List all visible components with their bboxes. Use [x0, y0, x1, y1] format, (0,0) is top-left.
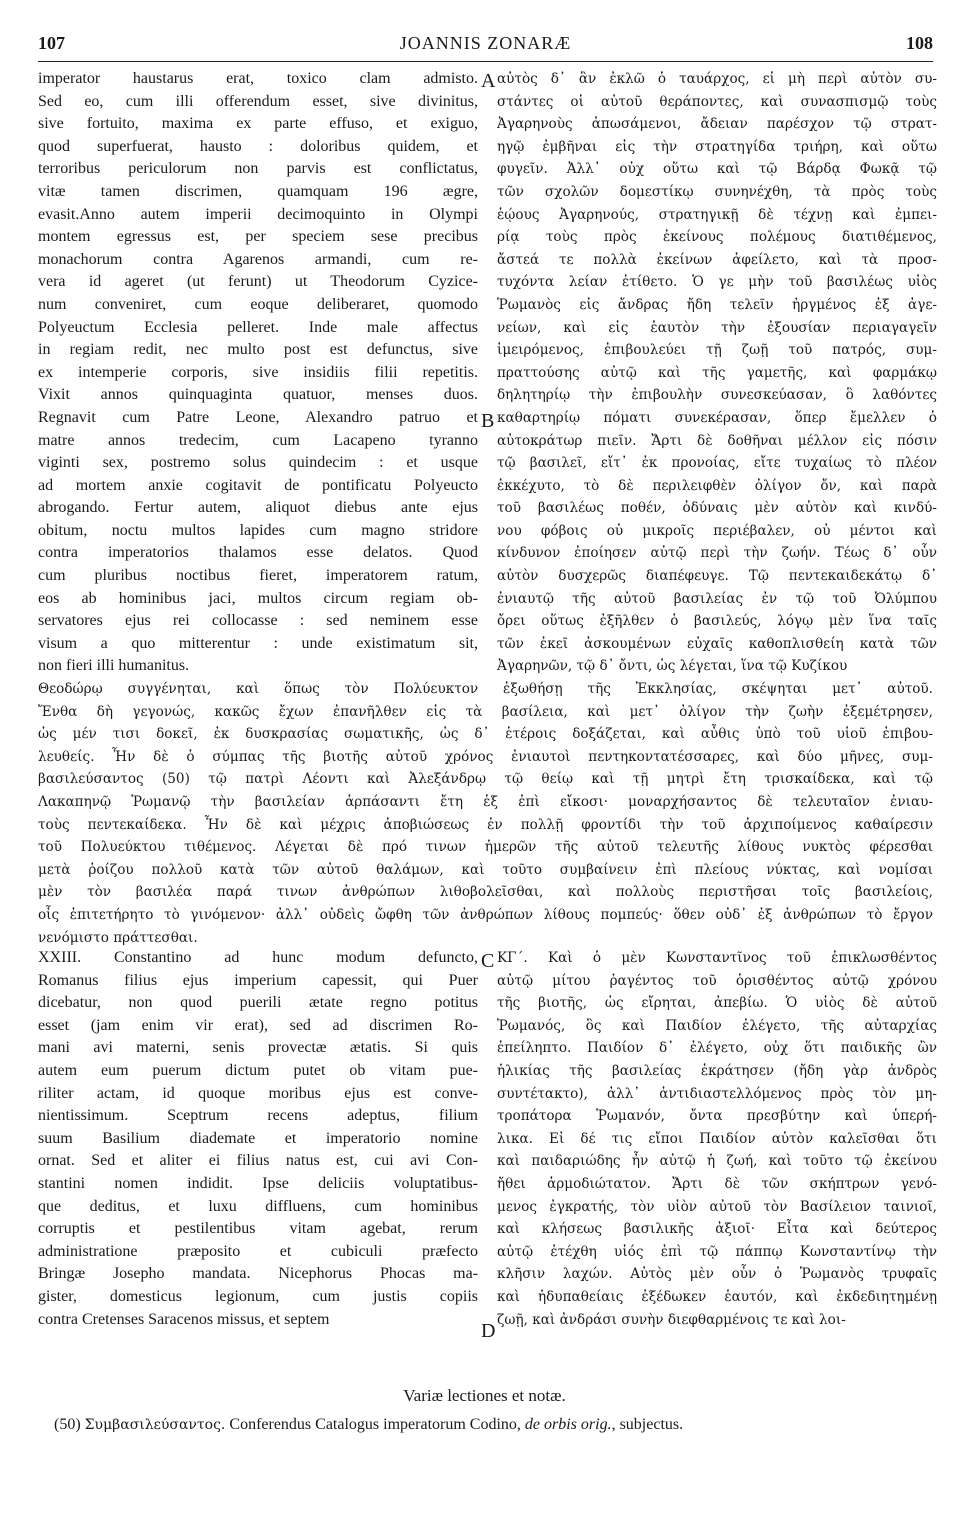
text-line: Bringæ Josepho mandata. Nicephorus Phocas ma-	[38, 1265, 478, 1283]
footnote-tail: , subjectus.	[611, 1416, 684, 1433]
text-line: τῷ βασιλεῖ, εἴτ᾽ ἐκ προνοίας, εἴτε τυχαίως τὸ πλέον	[497, 455, 937, 472]
footnote-lemma: Συμβασιλεύσαντος.	[84, 1417, 226, 1433]
latin-column-top	[38, 68, 478, 678]
text-line: vera id ageret (ut ferunt) ut Theodorum Cyzice-	[38, 273, 478, 291]
text-line: ΚΓ΄. Καὶ ὁ μὲν Κωνσταντῖνος τοῦ ἐπικλωσθέντος	[497, 950, 937, 966]
text-line: matre annos tredecim, cum Lacapeno tyranno	[38, 431, 478, 449]
text-line: ζωῇ, καὶ ἀνδράσι συνὴν διεφθαρμένοις τε καὶ λοι-	[497, 1311, 846, 1328]
text-line: λικα. Εἰ δέ τις εἴποι Παιδίον αὐτὸν καλεῖσθαι ὅτι	[497, 1130, 937, 1147]
text-line: Ῥωμανὸς εἰς ἄνδρας ἤδη τελεῖν ἠργμένος ἐξ ἀγε-	[497, 296, 937, 313]
text-line: suum Basilium diademate et imperatorio nomine	[38, 1129, 478, 1147]
text-line: αὐτῷ μίτου ῥαγέντος τοῦ ὁρισθέντος αὐτῷ χρόνου	[497, 972, 937, 989]
text-line: Ἀγαρηνῶν, τῷ δ᾽ ὄντι, ὡς λέγεται, ἵνα τῷ Κυζίκου	[497, 658, 848, 675]
text-line: καθαρτηρίῳ πόματι συνεκέρασαν, ὅπερ ἔμελλεν ὁ	[497, 409, 937, 426]
text-line: cum pluribus noctibus fieret, imperatorem ratum,	[38, 567, 478, 585]
text-line: obitum, noctu multos lapides cum magno stridore	[38, 521, 478, 539]
text-line: XXIII. Constantino ad hunc modum defuncto,	[38, 949, 478, 966]
text-line: Regnavit cum Patre Leone, Alexandro patruo et	[38, 408, 478, 426]
text-line: in regiam redit, nec multo post est defunctus, sive	[38, 341, 478, 359]
text-line: στάντες οἱ αὐτοῦ θεράποντες, καὶ συνασπισμῷ τοὺς	[497, 93, 937, 110]
text-line: Ἔνθα δὴ γεγονώς, κακῶς ἔχων ἐπανῆλθεν εἰς τὰ βασίλεια, καὶ μετ᾽ ὀλίγον τὴν ζωὴν ἐξεμέτρησεν,	[38, 703, 933, 720]
text-line: πραττούσης αὐτῷ καὶ τῆς γαμετῆς, καὶ φαρμάκῳ	[497, 364, 937, 381]
text-line: contra Cretenses Saracenos missus, et septem	[38, 1310, 330, 1328]
text-line: κλῆσιν λαχών. Αὐτὸς μὲν οὖν ὁ Ῥωμανὸς τρυφαῖς	[497, 1266, 937, 1283]
text-line: λευθείς. Ἦν δὲ ὁ σύμπας τῆς βιοτῆς αὐτοῦ χρόνος ἐνιαυτοὶ πεντηκοντατέσσαρες, καὶ δύο μῆνες, συμ-	[38, 748, 933, 765]
text-line: τροπάτορα Ῥωμανόν, ὄντα πρεσβύτην καὶ ὑπερή-	[497, 1108, 937, 1125]
text-line: κίνδυνον ἐποίησεν αὐτῷ περὶ τὴν ζωήν. Τέως δ᾽ οὖν	[497, 545, 937, 562]
text-line: dicebatur, non quod puerili ætate regno potitus	[38, 994, 478, 1012]
text-line: viginti sex, postremo solus quindecim : et usque	[38, 454, 478, 472]
text-line: ἐπείληπτο. Παιδίον δ᾽ ἐλέγετο, οὐχ ὅτι παιδικῆς ὢν	[497, 1040, 937, 1057]
text-line: eos ab hominibus jaci, multos circum regiam ob-	[38, 589, 478, 607]
text-line: μετὰ ῥοίζου πολλοῦ κατὰ τῶν αὐτοῦ θαλάμων, καὶ τοῦτο συμβαίνειν ἐπὶ πλείους νύκτας, καὶ νομίσαι	[38, 861, 933, 878]
text-line: monachorum contra Agarenos armandi, cum re-	[38, 250, 478, 268]
text-line: Θεοδώρῳ συγγένηται, καὶ ὅπως τὸν Πολύευκτον ἐξωθήσῃ τῆς Ἐκκλησίας, σκέψηται μετ᾽ αὐτοῦ.	[38, 681, 933, 697]
text-line: Ῥωμανός, ὃς καὶ Παιδίον ἐλέγετο, τῆς αὐταρχίας	[497, 1017, 937, 1034]
footnote-text: Conferendus Catalogus imperatorum Codino,	[229, 1416, 521, 1433]
text-line: autem eum puerum dictum putet ob vitam pue-	[38, 1061, 478, 1079]
text-line: corruptis et pestilentibus vitam agebat, rerum	[38, 1220, 478, 1238]
text-line: μὲν τὸν βασιλέα παρά τινων ἀνθρώπων λιθοβολεῖσθαι, καὶ πολλοὺς περιστῆσαι τοῖς βασιλείοις,	[38, 884, 933, 901]
text-line: καὶ παιδαριώδης ἦν αὐτῷ ἡ ζωή, καὶ τοῦτο τῷ ἐκείνου	[497, 1153, 937, 1170]
text-line: νείων, καὶ εἰς ἑαυτὸν τὴν ἐξουσίαν περιαγαγεῖν	[497, 319, 937, 336]
footnote-italic: de orbis orig.	[524, 1416, 612, 1433]
text-line: αὐτὸν δυσχερῶς διαπέφευγε. Τῷ πεντεκαιδεκάτῳ δ᾽	[497, 568, 937, 585]
text-line: ἡλικίας τῆς βασιλείας ἐκράτησεν (ἤδη γὰρ ἀνδρὸς	[497, 1062, 937, 1079]
text-line: administratione præposito et cubiculi præfecto	[38, 1242, 478, 1260]
text-line: servatores ejus rei collocasse : sed neminem esse	[38, 612, 478, 630]
text-line: abrogando. Fertur autem, aliquot diebus ante ejus	[38, 499, 478, 517]
text-line: ὡς μέν τισι δοκεῖ, ἐκ δυσκρασίας σωματικῆς, ὡς δ᾽ ἑτέροις δοξάζεται, καὶ αὖθις ὑπὸ τοῦ υἱοῦ ἐπιβου-	[38, 726, 933, 743]
text-line: μενος ἐγκρατής, τὸν υἱὸν αὐτοῦ τὸν Βασίλειον ταινιοῖ,	[497, 1198, 937, 1215]
text-line: ornat. Sed et aliter ei filius natus est, cui avi Con-	[38, 1152, 478, 1170]
text-line: συντέτακτο), ἀλλ᾽ ἀντιδιαστελλόμενος πρὸς τὸν μη-	[497, 1085, 937, 1102]
text-line: νενόμιστο πράττεσθαι.	[38, 929, 198, 946]
page-number-right: 108	[906, 33, 933, 53]
text-line: αὐτῷ ἐτέχθη υἱός ἐπὶ τῷ πάππῳ Κωνσταντίνῳ τὴν	[497, 1243, 937, 1260]
text-line: ἤθει ἁρμοδιώτατον. Ἄρτι δὲ τῶν σκήπτρων γενό-	[497, 1175, 937, 1192]
text-line: βασιλεύσαντος (50) τῷ πατρὶ Λέοντι καὶ Ἀλεξάνδρῳ τῷ θείῳ καὶ τῇ μητρὶ ἔτη τρισκαίδεκα, καὶ τῷ	[38, 771, 933, 788]
margin-marker-d: D	[481, 1320, 496, 1342]
greek-column-bottom	[497, 947, 937, 1331]
text-line: οἷς ἐπιτετήρητο τὸ γινόμενον· ἀλλ᾽ οὐδεὶς ὤφθη τῶν ἀνθρώπων λίθους πομπεύς· ὅθεν οὐδ᾽ ἐξ ἀνθρώπων τὸ ἔργον	[38, 906, 933, 923]
text-line: Λακαπηνῷ Ῥωμανῷ τὴν βασιλείαν ἁρπάσαντι ἔτη ἑξ ἐπὶ εἴκοσι· μοναρχήσαντος δὲ τελευταῖον ἐνιαυ-	[38, 793, 933, 810]
greek-column-top	[497, 68, 937, 678]
text-line: τῆς βιοτῆς, ὡς εἴρηται, ἀπεβίω. Ὁ υἱὸς δὲ αὐτοῦ	[497, 995, 937, 1012]
text-line: Ἀγαρηνοὺς ἀπωσάμενοι, ἄδειαν παρέσχον τῷ στρατ-	[497, 116, 937, 133]
page-header	[38, 33, 933, 62]
text-line: ὄρει οὕτως ἐξῆλθεν ὁ βασιλεύς, λόγῳ μὲν ἵνα ταῖς	[497, 613, 937, 630]
text-line: ἑῴους Ἀγαρηνούς, στρατηγικῇ δὲ τέχνῃ καὶ ἐμπει-	[497, 206, 937, 223]
text-line: νου φόβοις οὐ μικροῖς περιέβαλεν, οὐ μέντοι καὶ	[497, 522, 937, 539]
text-line: ex intemperie corporis, sive insidiis filii repetitis.	[38, 363, 478, 381]
text-line: ἐκκέχυτο, τὸ δὲ περιλειφθὲν ὀλίγον ὄν, καὶ παρὰ	[497, 477, 937, 494]
text-line: sive fortuito, maxima ex parte effuso, et exiguo,	[38, 115, 478, 133]
text-line: ηγῷ ἐμβῆναι εἰς τὴν στρατηγίδα τριήρη, καὶ οὕτω	[497, 138, 937, 155]
text-line: καὶ κλήσεως βασιλικῆς ἀξιοῖ· Εἶτα καὶ δεύτερος	[497, 1221, 937, 1238]
text-line: Vixit annos quinquaginta quatuor, menses duos.	[38, 386, 478, 404]
text-line: visum a quo mitterentur : unde existimatum sit,	[38, 634, 478, 652]
text-line: Polyeuctum Ecclesia pelleret. Inde male affectus	[38, 318, 478, 336]
page-number-left: 107	[38, 33, 65, 53]
text-line: vitæ tamen discrimen, quamquam 196 ægre,	[38, 182, 478, 200]
text-line: montem egressus est, per speciem sese precibus	[38, 228, 478, 246]
running-title: JOANNIS ZONARÆ	[399, 33, 572, 53]
text-line: esset (jam enim vir erat), sed ad discrimen Ro-	[38, 1016, 478, 1034]
text-line: quod superfuerat, hausto : doloribus quidem, et	[38, 137, 478, 155]
text-line: num conveniret, cum eoque deliberaret, quomodo	[38, 295, 478, 313]
text-line: τοὺς πεντεκαίδεκα. Ἦν δὲ καὶ μέχρις ἀποβιώσεως ἐν πολλῇ φροντίδι τὴν τοῦ ἀρχιποίμενος καθαίρεσιν	[38, 816, 933, 833]
footnote	[54, 1416, 683, 1434]
text-line: τυχόντα λείαν ἐτίθετο. Ὁ γε μὴν τοῦ βασιλέως υἱὸς	[497, 274, 937, 291]
text-line: ad mortem anxie cogitavit de pontificatu Polyeucto	[38, 476, 478, 494]
text-line: terroribus periculorum non parvis est conflictatus,	[38, 160, 478, 178]
text-line: τῶν ἐκεῖ ἀσκουμένων εὐχαῖς καθοπλισθείη κατὰ τῶν	[497, 635, 937, 652]
text-line: ἱμειρόμενος, ἐπιβουλεύει τῇ ζωῇ τοῦ πατρός, συμ-	[497, 342, 937, 359]
text-line: φυγεῖν. Ἀλλ᾽ οὐχ οὕτω καὶ τῷ Βάρδᾳ Φωκᾷ τῷ	[497, 161, 937, 178]
margin-marker-b: B	[481, 410, 495, 432]
text-line: Romanus filius ejus imperium capessit, qui Puer	[38, 971, 478, 989]
text-line: stantini nomen indidit. Ipse deliciis voluptatibus-	[38, 1174, 478, 1192]
text-line: non fieri illi humanitus.	[38, 657, 190, 675]
notes-title: Variæ lectiones et notæ.	[403, 1386, 566, 1405]
text-line: ρίᾳ τοὺς πρὸς ἐκείνους πολέμους διατιθέμενος,	[497, 229, 937, 246]
margin-marker-a: A	[481, 70, 496, 92]
text-line: riliter actam, id quoque moribus ejus est conve-	[38, 1084, 478, 1102]
latin-column-bottom	[38, 947, 478, 1331]
text-line: καὶ ἡδυπαθείαις ἐξέδωκεν ἑαυτόν, καὶ ἐκδεδιητημένῃ	[497, 1288, 937, 1305]
text-line: τοῦ Πολυεύκτου τιθέμενος. Λέγεται δὲ πρό τινων ἡμερῶν τῆς αὐτοῦ τελευτῆς λίθους νυκτὸς φέρεσθαι	[38, 839, 933, 856]
footnote-number: (50)	[54, 1416, 81, 1433]
text-line: αὐτὸς δ᾽ ἂν ἐκλῶ ὁ ταυάρχος, εἰ μὴ περὶ αὐτὸν συ-	[497, 71, 937, 87]
margin-marker-c: C	[481, 950, 495, 972]
greek-full-width-text	[38, 678, 933, 949]
text-line: evasit.Anno autem imperii decimoquinto in Olympi	[38, 205, 478, 223]
text-line: contra imperatorios thalamos esse delatos. Quod	[38, 544, 478, 562]
text-line: τοῦ βασιλέως ποθέν, ὀδύναις μὲν αὐτὸν καὶ κινδύ-	[497, 500, 937, 517]
text-line: gister, domesticus legionum, cum justis copiis	[38, 1287, 478, 1305]
text-line: ἐνιαυτῷ τῆς αὐτοῦ βασιλείας ἐν τῷ τοῦ Ὀλύμπου	[497, 590, 937, 607]
text-line: nientissimum. Sceptrum recens adeptus, filium	[38, 1107, 478, 1125]
text-line: δηλητηρίῳ τὴν ἐπιβουλὴν συνεσκεύασαν, ὃ λαθόντες	[497, 387, 937, 404]
text-line: αὐτοκράτωρ πιεῖν. Ἄρτι δὲ δοθῆναι μέλλον εἰς πόσιν	[497, 432, 937, 449]
text-line: τῶν σχολῶν δομεστίκῳ συνηνέχθη, τὰ πρὸς τοὺς	[497, 183, 937, 200]
text-line: ἄστεά τε πολλὰ ἐκείνων ἀφείλετο, καὶ τὰ προσ-	[497, 251, 937, 268]
text-line: que deditus, et luxu diffluens, cum hominibus	[38, 1197, 478, 1215]
text-line: imperator haustarus erat, toxico clam admisto.	[38, 70, 478, 87]
text-line: mani avi materni, senis provectæ ætatis. Si quis	[38, 1039, 478, 1057]
text-line: Sed eo, cum illi offerendum esset, sive divinitus,	[38, 92, 478, 110]
